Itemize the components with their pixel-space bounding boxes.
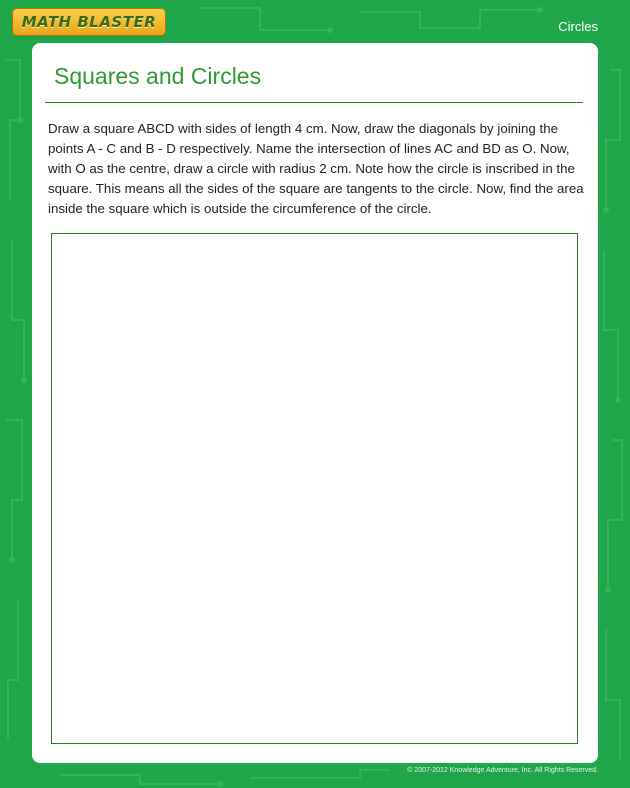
math-blaster-logo: [12, 8, 166, 36]
worksheet-instructions: Draw a square ABCD with sides of length 4 cm. Now, draw the diagonals by joining the points A - C and B - D respectively. Name the intersection of lines AC and BD as O. Now, with O as the centre, draw a circle with radius 2 cm. Note how the circle is inscribed in the square. This means all the sides of the square are tangents to the circle. Now, find the area inside the square which is outside the circumference of the circle.: [48, 121, 584, 216]
copyright-notice: © 2007-2012 Knowledge Adventure, Inc. All Rights Reserved.: [407, 767, 598, 774]
topic-label: Circles: [558, 19, 598, 34]
title-divider: [45, 102, 583, 103]
worksheet-card: [32, 43, 598, 763]
worksheet-title: Squares and Circles: [54, 63, 262, 89]
answer-work-area: [51, 233, 578, 744]
logo-text: MATH BLASTER: [21, 13, 157, 31]
